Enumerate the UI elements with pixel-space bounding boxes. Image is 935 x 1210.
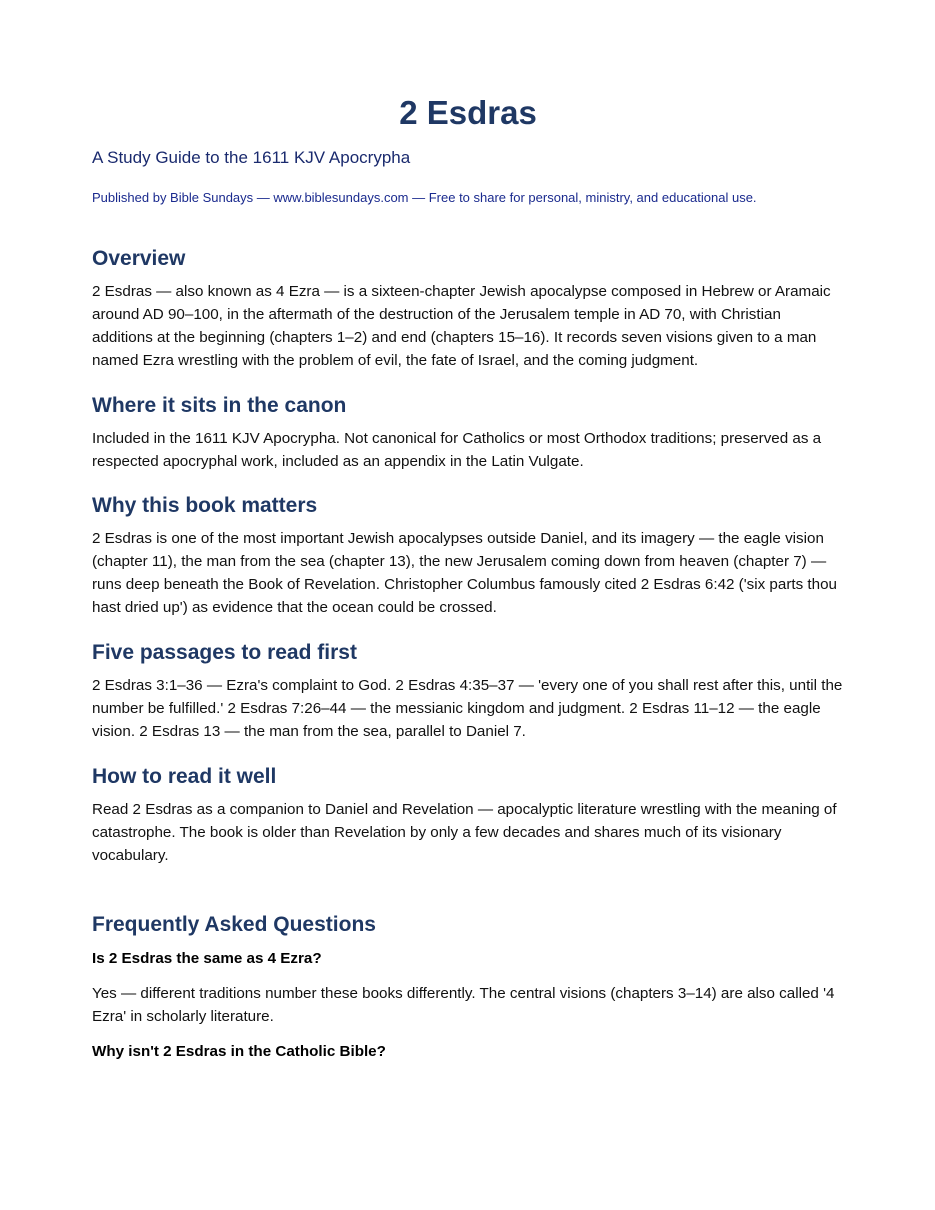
faq-section bbox=[92, 912, 844, 938]
faq-question: Is 2 Esdras the same as 4 Ezra? bbox=[92, 950, 322, 967]
section-heading: Why this book matters bbox=[92, 494, 318, 517]
faq-answer: Yes — different traditions number these books differently. The central visions (chapters 3–14) are also called '4 Ezra' in scholarly literature. bbox=[92, 985, 835, 1025]
section-body: Included in the 1611 KJV Apocrypha. Not canonical for Catholics or most Orthodox traditions; preserved as a respected apocryphal work, included as an appendix in the Latin Vulgate. bbox=[92, 430, 822, 470]
document-subtitle: A Study Guide to the 1611 KJV Apocrypha bbox=[92, 148, 411, 167]
section-overview bbox=[92, 246, 844, 372]
section-heading: Five passages to read first bbox=[92, 641, 357, 664]
section-heading: Overview bbox=[92, 247, 186, 270]
section-canon bbox=[92, 393, 844, 473]
section-how-to-read bbox=[92, 764, 844, 867]
section-heading: Where it sits in the canon bbox=[92, 394, 347, 417]
faq-question: Why isn't 2 Esdras in the Catholic Bible? bbox=[92, 1043, 386, 1060]
section-body: Read 2 Esdras as a companion to Daniel and Revelation — apocalyptic literature wrestling with the meaning of catastrophe. The book is older than Revelation by only a few decades and shares much of its visionary vocabulary. bbox=[92, 801, 837, 864]
document-title: 2 Esdras bbox=[399, 94, 537, 131]
section-why-matters bbox=[92, 493, 844, 619]
section-body: 2 Esdras is one of the most important Jewish apocalypses outside Daniel, and its imagery — the eagle vision (chapter 11), the man from the sea (chapter 13), the new Jerusalem coming down from heaven (chapter 7) — runs deep beneath the Book of Revelation. Christopher Columbus famously cited 2 Esdras 6:42 ('six parts thou hast dried up') as evidence that the ocean could be crossed. bbox=[92, 530, 837, 616]
section-body: 2 Esdras 3:1–36 — Ezra's complaint to God. 2 Esdras 4:35–37 — 'every one of you shall rest after this, until the number be fulfilled.' 2 Esdras 7:26–44 — the messianic kingdom and judgment. 2 Esdras 11–12 — the eagle vision. 2 Esdras 13 — the man from the sea, parallel to Daniel 7. bbox=[92, 677, 843, 740]
section-heading: How to read it well bbox=[92, 765, 277, 788]
section-five-passages bbox=[92, 640, 844, 743]
section-body: 2 Esdras — also known as 4 Ezra — is a sixteen-chapter Jewish apocalypse composed in Hebrew or Aramaic around AD 90–100, in the aftermath of the destruction of the Jerusalem temple in AD 70, with Christian additions at the beginning (chapters 1–2) and end (chapters 15–16). It records seven visions given to a man named Ezra wrestling with the problem of evil, the fate of Israel, and the coming judgment. bbox=[92, 283, 831, 369]
publisher-line: Published by Bible Sundays — www.biblesundays.com — Free to share for personal, ministry, and educational use. bbox=[92, 190, 757, 205]
faq-heading: Frequently Asked Questions bbox=[92, 913, 376, 936]
